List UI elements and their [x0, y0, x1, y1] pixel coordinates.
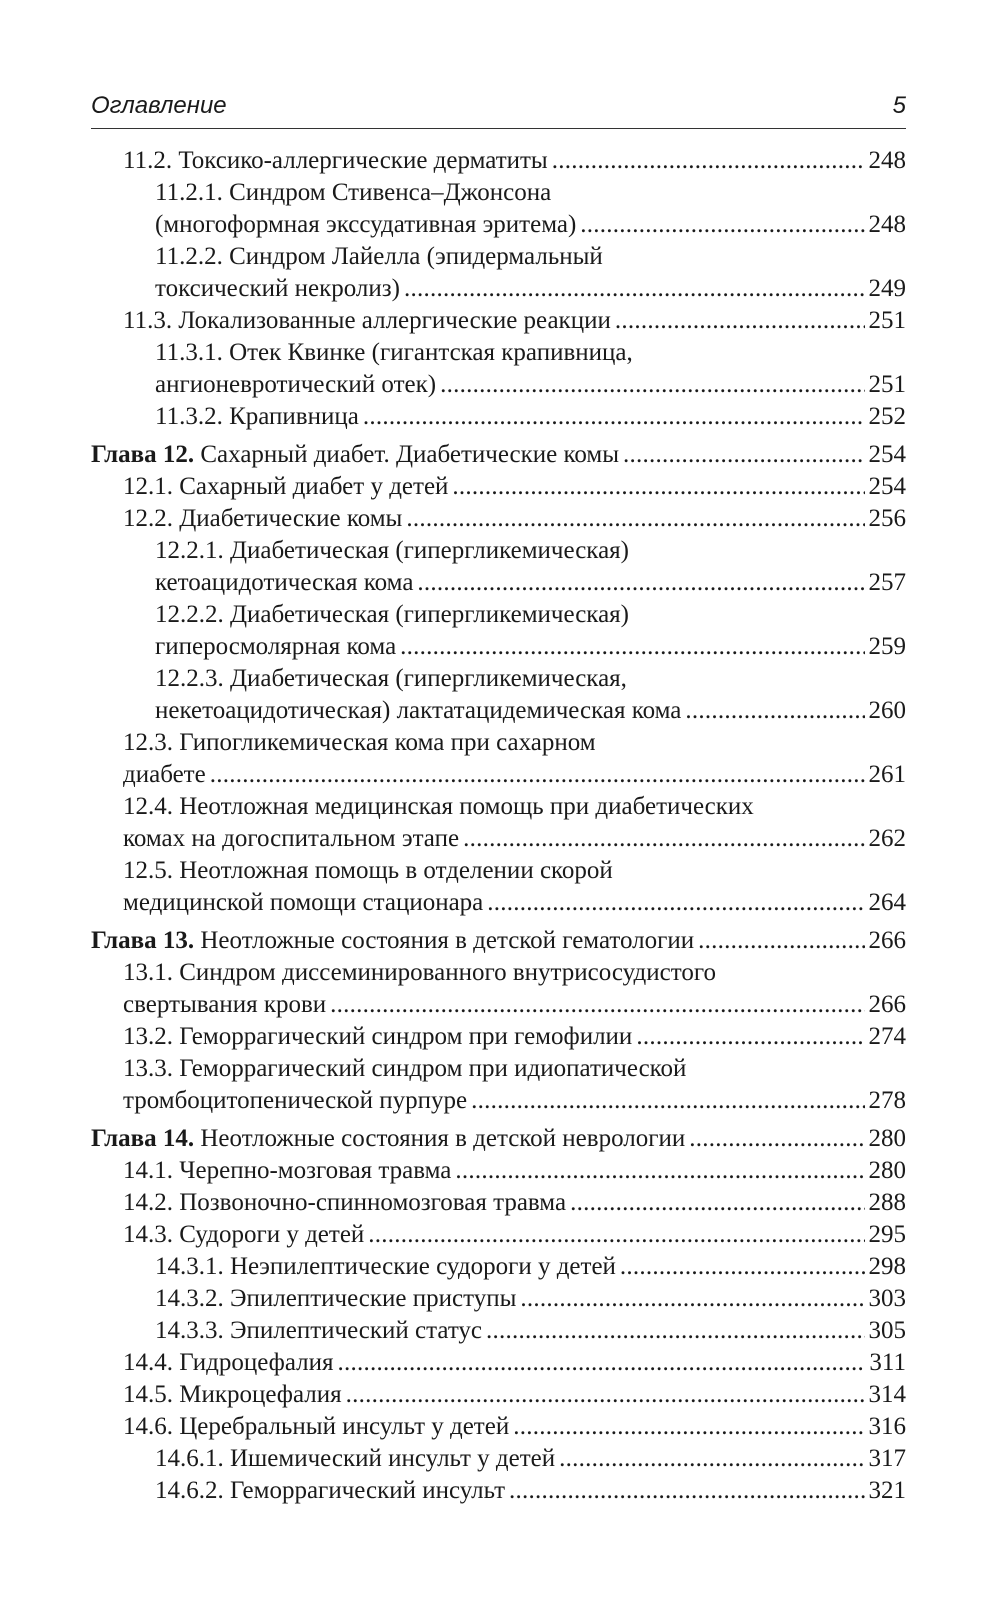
toc-line [91, 1379, 906, 1411]
toc-entry [91, 1411, 906, 1443]
toc-title: 13.3. Геморрагический синдром при идиопатической [123, 1055, 687, 1082]
dot-leader [559, 1443, 864, 1475]
toc-title: 12.1. Сахарный диабет у детей [123, 473, 449, 500]
toc-line [91, 1187, 906, 1219]
toc-page-number: 254 [868, 473, 906, 500]
dot-leader [685, 695, 864, 727]
toc-title: 14.6. Церебральный инсульт у детей [123, 1413, 510, 1440]
chapter-title: Неотложные состояния в детской гематологии [194, 927, 695, 954]
dot-leader [636, 1021, 864, 1053]
toc-line [91, 759, 906, 791]
toc-title: 14.3. Судороги у детей [123, 1221, 365, 1248]
toc-chapter [91, 1123, 906, 1155]
toc-page-number: 252 [868, 403, 906, 430]
toc-title: 14.6.1. Ишемический инсульт у детей [155, 1445, 556, 1472]
toc-page-number: 260 [868, 697, 906, 724]
toc-title: диабете [123, 761, 206, 788]
toc-title: 14.3.2. Эпилептические приступы [155, 1285, 517, 1312]
toc-page-number: 248 [868, 147, 906, 174]
toc-title: 11.2.2. Синдром Лайелла (эпидермальный [155, 243, 603, 270]
toc-title: 13.1. Синдром диссеминированного внутрисосудистого [123, 959, 716, 986]
toc-line [91, 1475, 906, 1507]
toc-entry [91, 401, 906, 433]
toc-chapter [91, 925, 906, 957]
toc-entry [91, 791, 906, 855]
dot-leader [580, 209, 864, 241]
toc-title: 14.1. Черепно-мозговая травма [123, 1157, 452, 1184]
toc-page-number: 262 [868, 825, 906, 852]
chapter-label: Глава 12. [91, 441, 195, 468]
toc-entry [91, 145, 906, 177]
toc-title: 14.3.1. Неэпилептические судороги у детей [155, 1253, 616, 1280]
toc-page-number: 261 [868, 761, 906, 788]
chapter-title: Неотложные состояния в детской неврологии [194, 1125, 686, 1152]
toc-line [91, 1443, 906, 1475]
dot-leader [471, 1085, 864, 1117]
dot-leader [455, 1155, 864, 1187]
dot-leader [400, 631, 864, 663]
toc-entry [91, 337, 906, 401]
toc-line [91, 1123, 906, 1155]
toc-line [91, 177, 906, 209]
toc-line [91, 503, 906, 535]
dot-leader [440, 369, 864, 401]
dot-leader [615, 305, 865, 337]
toc-title: 12.2.3. Диабетическая (гипергликемическая, [155, 665, 627, 692]
toc-line [91, 535, 906, 567]
toc-entry [91, 1315, 906, 1347]
toc-line [91, 989, 906, 1021]
toc-page-number: 254 [868, 441, 906, 468]
dot-leader [698, 925, 864, 957]
dot-leader [623, 439, 864, 471]
toc-entry [91, 471, 906, 503]
toc-title [91, 439, 619, 471]
toc-entry [91, 1219, 906, 1251]
toc-page-number: 316 [868, 1413, 906, 1440]
toc-entry [91, 1053, 906, 1117]
toc-title: 14.4. Гидроцефалия [123, 1349, 334, 1376]
toc-title: 11.2. Токсико-аллергические дерматиты [123, 147, 548, 174]
dot-leader [338, 1347, 866, 1379]
toc-title: некетоацидотическая) лактатацидемическая кома [155, 697, 682, 724]
toc-line [91, 401, 906, 433]
toc-title: ангионевротический отек) [155, 371, 437, 398]
toc-page-number: 278 [868, 1087, 906, 1114]
toc-entry [91, 1443, 906, 1475]
toc-chapter [91, 439, 906, 471]
toc-entry [91, 727, 906, 791]
dot-leader [689, 1123, 864, 1155]
toc-page-number: 317 [868, 1445, 906, 1472]
toc-entry [91, 1187, 906, 1219]
toc-title: 12.5. Неотложная помощь в отделении скорой [123, 857, 613, 884]
toc-page-number: 311 [869, 1349, 906, 1376]
toc-page-number: 314 [868, 1381, 906, 1408]
toc-line [91, 209, 906, 241]
toc-page-number: 274 [868, 1023, 906, 1050]
toc-line [91, 305, 906, 337]
toc-title: медицинской помощи стационара [123, 889, 484, 916]
dot-leader [520, 1283, 864, 1315]
toc-line [91, 273, 906, 305]
toc-line [91, 1283, 906, 1315]
toc-title: комах на догоспитальном этапе [123, 825, 460, 852]
toc-page-number: 295 [868, 1221, 906, 1248]
toc-page-number: 257 [868, 569, 906, 596]
toc-title: 13.2. Геморрагический синдром при гемофилии [123, 1023, 633, 1050]
toc-entry [91, 305, 906, 337]
toc-line [91, 145, 906, 177]
dot-leader [368, 1219, 864, 1251]
toc-title: кетоацидотическая кома [155, 569, 414, 596]
toc-page-number: 305 [868, 1317, 906, 1344]
toc-page-number: 248 [868, 211, 906, 238]
toc-line [91, 925, 906, 957]
toc-title: 12.4. Неотложная медицинская помощь при диабетических [123, 793, 754, 820]
dot-leader [404, 273, 865, 305]
toc-title [91, 1123, 685, 1155]
toc-page-number: 321 [868, 1477, 906, 1504]
dot-leader [210, 759, 865, 791]
toc-page-number: 288 [868, 1189, 906, 1216]
chapter-label: Глава 13. [91, 927, 195, 954]
toc-title: 12.2. Диабетические комы [123, 505, 403, 532]
dot-leader [509, 1475, 864, 1507]
toc-title: 12.2.2. Диабетическая (гипергликемическая) [155, 601, 629, 628]
toc-line [91, 1315, 906, 1347]
toc-entry [91, 1283, 906, 1315]
toc-title: 12.3. Гипогликемическая кома при сахарном [123, 729, 596, 756]
toc-entry [91, 855, 906, 919]
toc-line [91, 1251, 906, 1283]
toc-page-number: 266 [868, 927, 906, 954]
dot-leader [552, 145, 865, 177]
toc-title: 11.3.1. Отек Квинке (гигантская крапивница, [155, 339, 633, 366]
dot-leader [513, 1411, 864, 1443]
toc-title: 11.2.1. Синдром Стивенса–Джонсона [155, 179, 552, 206]
toc-entry [91, 241, 906, 305]
toc-title: токсический некролиз) [155, 275, 400, 302]
toc-line [91, 369, 906, 401]
toc-line [91, 631, 906, 663]
toc-entry [91, 177, 906, 241]
toc-page-number: 280 [868, 1157, 906, 1184]
toc-entry [91, 1251, 906, 1283]
toc-title: 14.2. Позвоночно-спинномозговая травма [123, 1189, 567, 1216]
toc-entry [91, 663, 906, 727]
dot-leader [620, 1251, 865, 1283]
toc-title: 12.2.1. Диабетическая (гипергликемическая) [155, 537, 629, 564]
toc-page-number: 259 [868, 633, 906, 660]
toc-title: тромбоцитопенической пурпуре [123, 1087, 468, 1114]
toc-line [91, 663, 906, 695]
dot-leader [417, 567, 864, 599]
dot-leader [452, 471, 864, 503]
toc-page-number: 251 [868, 307, 906, 334]
dot-leader [570, 1187, 864, 1219]
toc-entry [91, 503, 906, 535]
toc-title [91, 925, 694, 957]
dot-leader [406, 503, 864, 535]
toc-line [91, 823, 906, 855]
toc-line [91, 1155, 906, 1187]
toc-page-number: 264 [868, 889, 906, 916]
toc-title: гиперосмолярная кома [155, 633, 397, 660]
toc-title: (многоформная экссудативная эритема) [155, 211, 577, 238]
toc-line [91, 1411, 906, 1443]
section-title: Оглавление [91, 92, 227, 119]
toc-line [91, 695, 906, 727]
toc-page-number: 303 [868, 1285, 906, 1312]
toc-line [91, 791, 906, 823]
toc-line [91, 337, 906, 369]
dot-leader [463, 823, 864, 855]
toc-title: свертывания крови [123, 991, 327, 1018]
toc-page-number: 256 [868, 505, 906, 532]
toc-page-number: 251 [868, 371, 906, 398]
toc-line [91, 1053, 906, 1085]
dot-leader [486, 1315, 864, 1347]
toc-page-number: 298 [868, 1253, 906, 1280]
toc-title: 11.3.2. Крапивница [155, 403, 359, 430]
toc-page-number: 266 [868, 991, 906, 1018]
toc-line [91, 567, 906, 599]
toc-entry [91, 1475, 906, 1507]
toc-line [91, 599, 906, 631]
dot-leader [346, 1379, 865, 1411]
toc-page-number: 280 [868, 1125, 906, 1152]
toc-line [91, 727, 906, 759]
dot-leader [487, 887, 864, 919]
toc-line [91, 1347, 906, 1379]
toc-entry [91, 957, 906, 1021]
dot-leader [330, 989, 864, 1021]
toc-line [91, 1085, 906, 1117]
running-header [91, 88, 906, 129]
toc-title: 14.6.2. Геморрагический инсульт [155, 1477, 506, 1504]
toc-entry [91, 1155, 906, 1187]
chapter-label: Глава 14. [91, 1125, 195, 1152]
dot-leader [363, 401, 865, 433]
toc-line [91, 887, 906, 919]
toc-line [91, 1219, 906, 1251]
toc-title: 14.3.3. Эпилептический статус [155, 1317, 483, 1344]
toc-title: 11.3. Локализованные аллергические реакции [123, 307, 611, 334]
toc-line [91, 855, 906, 887]
toc-entry [91, 535, 906, 599]
toc-line [91, 439, 906, 471]
toc-page-number: 249 [868, 275, 906, 302]
toc-line [91, 1021, 906, 1053]
toc-line [91, 241, 906, 273]
toc-line [91, 471, 906, 503]
toc-entry [91, 1021, 906, 1053]
chapter-title: Сахарный диабет. Диабетические комы [194, 441, 620, 468]
toc-entry [91, 1379, 906, 1411]
table-of-contents [91, 145, 906, 1507]
toc-entry [91, 1347, 906, 1379]
toc-entry [91, 599, 906, 663]
toc-title: 14.5. Микроцефалия [123, 1381, 342, 1408]
toc-line [91, 957, 906, 989]
page-number: 5 [892, 92, 906, 119]
